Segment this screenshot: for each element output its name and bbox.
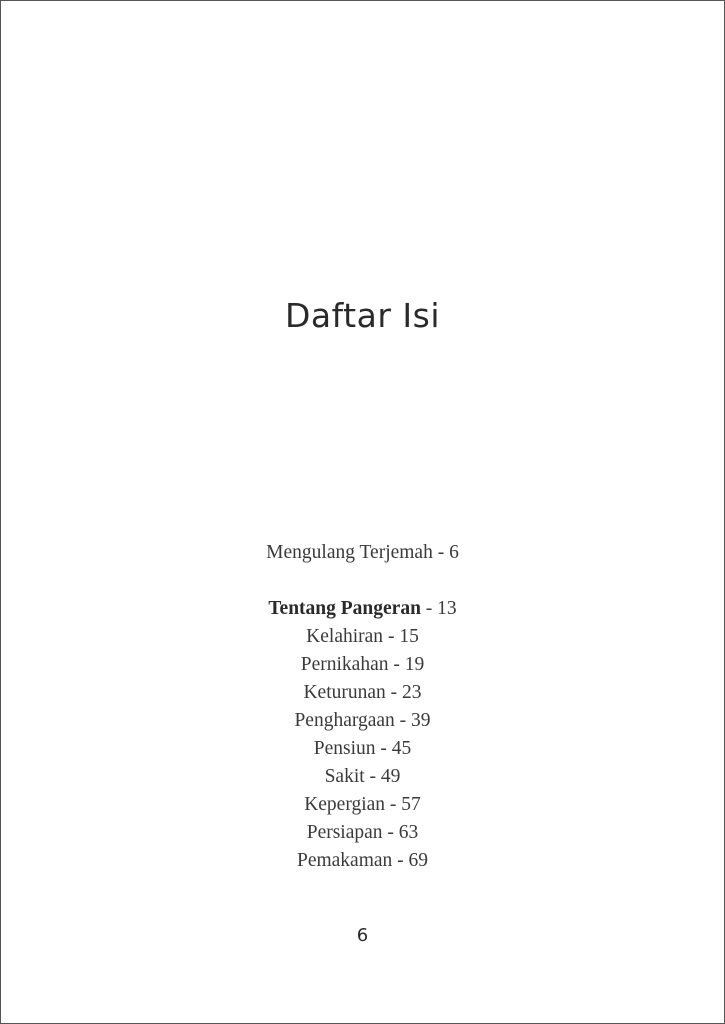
toc-entry-intro — [1, 539, 724, 567]
toc-entry-page: 19 — [404, 654, 425, 675]
toc-entry-separator: - — [432, 542, 450, 563]
toc-entry-separator: - — [375, 738, 392, 759]
toc-entry-separator: - — [385, 794, 402, 815]
toc-entry-separator: - — [385, 682, 403, 703]
page-title: Daftar Isi — [285, 296, 440, 335]
toc-entry-page: 57 — [401, 794, 421, 815]
toc-entry-title: Keturunan — [303, 682, 386, 703]
toc-entry — [1, 791, 724, 819]
toc-entry — [1, 623, 724, 651]
toc-entry — [1, 707, 724, 735]
toc-entry-separator: - — [382, 822, 399, 843]
toc-entry-title: Pernikahan — [300, 654, 389, 675]
toc-section-heading — [1, 595, 724, 623]
toc-entry-title: Pensiun — [313, 738, 376, 759]
page-number: 6 — [356, 925, 369, 946]
toc-entry-separator: - — [383, 626, 400, 647]
toc-entry-page: 6 — [449, 542, 459, 563]
toc-entry-separator: - — [420, 598, 438, 619]
table-of-contents — [1, 539, 724, 875]
toc-entry — [1, 847, 724, 875]
toc-entry-title: Penghargaan — [294, 710, 395, 731]
toc-entry-page: 69 — [408, 850, 429, 871]
toc-entry-page: 15 — [399, 626, 419, 647]
toc-entry-page: 39 — [411, 710, 431, 731]
toc-entry-separator: - — [392, 850, 409, 871]
toc-entry-separator: - — [394, 710, 412, 731]
toc-entry-page: 23 — [402, 682, 422, 703]
toc-entry — [1, 679, 724, 707]
toc-entry-title: Kelahiran — [306, 626, 384, 647]
toc-entry-page: 13 — [437, 598, 457, 619]
toc-entry-page: 63 — [398, 822, 419, 843]
toc-entry-separator: - — [364, 766, 381, 787]
toc-entry-title: Pemakaman — [296, 850, 393, 871]
toc-entry-title: Sakit — [324, 766, 365, 787]
toc-entry-page: 49 — [380, 766, 401, 787]
toc-entry — [1, 763, 724, 791]
toc-section-title: Tentang Pangeran — [268, 598, 421, 619]
toc-entry — [1, 819, 724, 847]
toc-entry-page: 45 — [391, 738, 412, 759]
toc-entry-title: Persiapan — [306, 822, 383, 843]
toc-entry-separator: - — [388, 654, 405, 675]
toc-entry — [1, 651, 724, 679]
toc-entry-title: Mengulang Terjemah — [266, 542, 433, 563]
toc-entry-title: Kepergian — [304, 794, 386, 815]
toc-entry — [1, 735, 724, 763]
